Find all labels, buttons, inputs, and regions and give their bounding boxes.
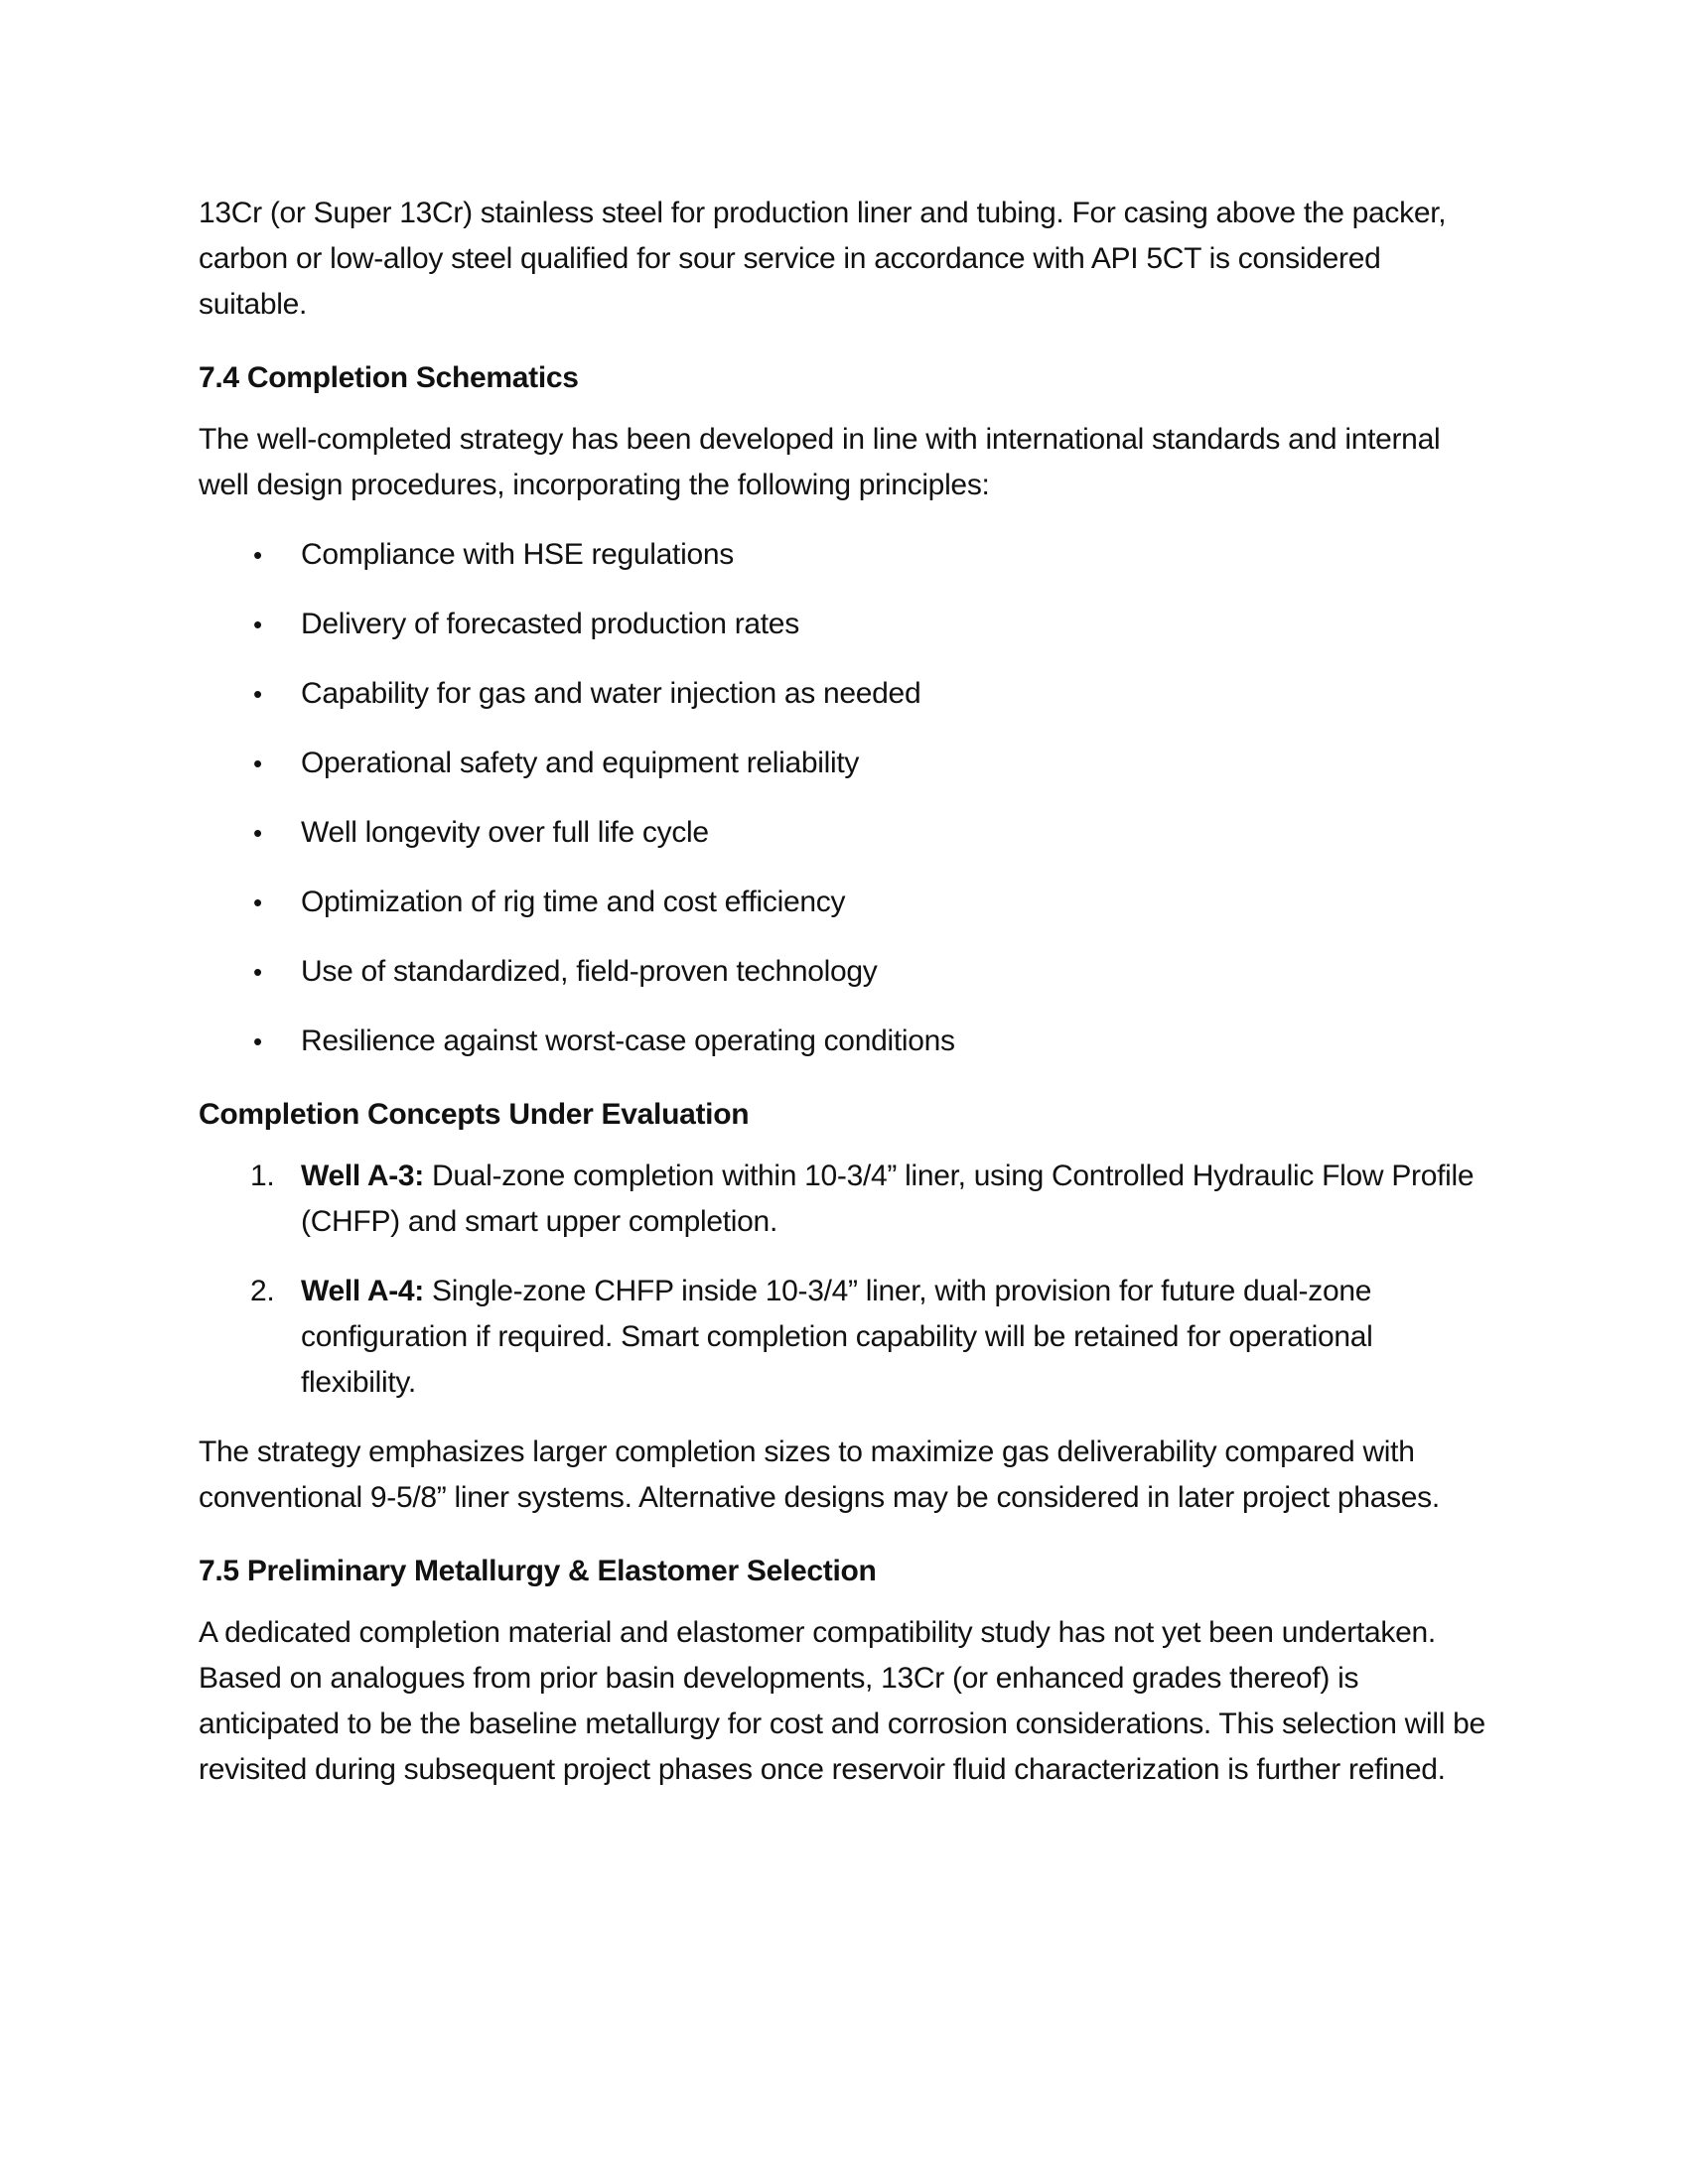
list-number: 2.	[250, 1275, 275, 1307]
list-item	[199, 602, 1489, 647]
list-item-text: Well longevity over full life cycle	[301, 816, 709, 849]
list-item-text: Compliance with HSE regulations	[301, 538, 734, 571]
paragraph-strategy: The strategy emphasizes larger completion sizes to maximize gas deliverability compared with conventional 9-5/8” liner systems. Alternative designs may be considered in later project phases.	[199, 1435, 1440, 1514]
bullet-icon: •	[253, 610, 262, 639]
list-number: 1.	[250, 1160, 275, 1192]
section-heading-7-4: 7.4 Completion Schematics	[199, 361, 579, 394]
bullet-icon: •	[253, 679, 262, 709]
bullet-icon: •	[253, 1026, 262, 1056]
paragraph-intro: 13Cr (or Super 13Cr) stainless steel for production liner and tubing. For casing above the packer, carbon or low-alloy steel qualified for sour service in accordance with API 5CT is considered suitable.	[199, 197, 1447, 321]
list-item	[199, 810, 1489, 856]
list-item-text: Capability for gas and water injection as needed	[301, 677, 921, 710]
list-item-text: Resilience against worst-case operating conditions	[301, 1024, 955, 1057]
concepts-heading: Completion Concepts Under Evaluation	[199, 1098, 750, 1131]
well-a4-label: Well A-4:	[301, 1275, 424, 1307]
bullet-icon: •	[253, 540, 262, 570]
bullet-icon: •	[253, 887, 262, 917]
concepts-list	[199, 1154, 1489, 1406]
list-item	[199, 1019, 1489, 1064]
list-item	[199, 880, 1489, 925]
list-item-text: Single-zone CHFP inside 10-3/4” liner, with provision for future dual-zone configuration if required. Smart completion capability will be retained for operational flexibility.	[301, 1275, 1373, 1399]
bullet-icon: •	[253, 818, 262, 848]
principles-list	[199, 532, 1489, 1064]
bullet-icon: •	[253, 957, 262, 987]
list-item-text: Optimization of rig time and cost efficiency	[301, 886, 846, 918]
paragraph-metallurgy: A dedicated completion material and elastomer compatibility study has not yet been undertaken. Based on analogues from prior basin developments, 13Cr (or enhanced grades thereof) is anticipated to be the baseline metallurgy for cost and corrosion considerations. This selection will be revisited during subsequent project phases once reservoir fluid characterization is further refined.	[199, 1616, 1485, 1786]
paragraph-lead: The well-completed strategy has been developed in line with international standards and internal well design procedures, incorporating the following principles:	[199, 423, 1441, 501]
section-heading-7-5: 7.5 Preliminary Metallurgy & Elastomer Selection	[199, 1555, 877, 1587]
list-item-text: Dual-zone completion within 10-3/4” liner, using Controlled Hydraulic Flow Profile (CHFP) and smart upper completion.	[301, 1160, 1475, 1238]
well-a3-label: Well A-3:	[301, 1160, 424, 1192]
list-item-text: Use of standardized, field-proven technology	[301, 955, 878, 988]
bullet-icon: •	[253, 749, 262, 778]
list-item-text: Operational safety and equipment reliability	[301, 747, 860, 779]
list-item-text: Delivery of forecasted production rates	[301, 608, 799, 640]
list-item	[199, 741, 1489, 786]
list-item-well-a4	[199, 1269, 1489, 1406]
list-item	[199, 671, 1489, 717]
list-item-well-a3	[199, 1154, 1489, 1245]
list-item	[199, 949, 1489, 995]
list-item	[199, 532, 1489, 578]
